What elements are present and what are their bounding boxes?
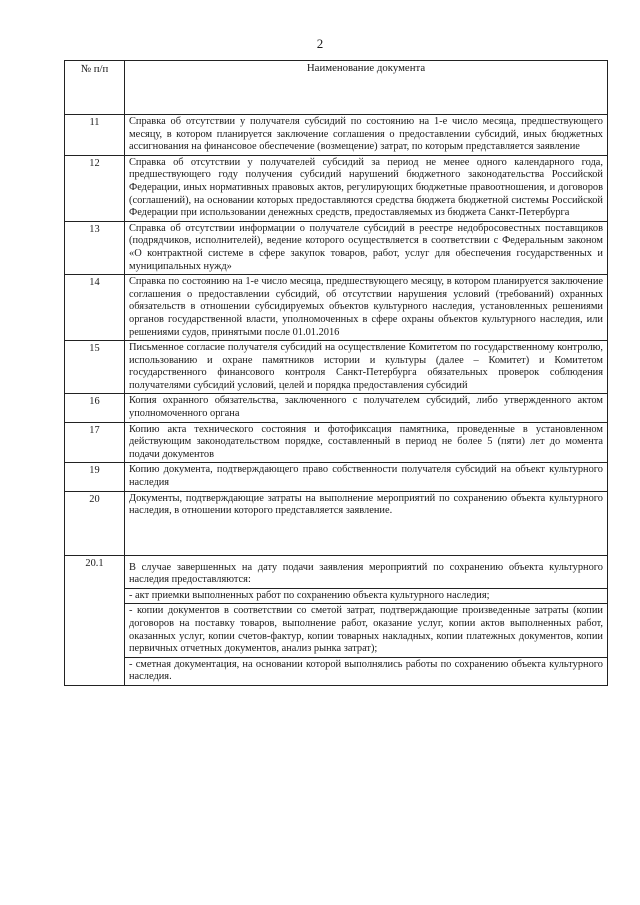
table-row [65,341,608,394]
table-row [65,115,608,156]
row-num: 20.1 [65,555,125,685]
row-text: Копию акта технического состояния и фотофиксация памятника, проведенные в установленном действующим законодательством порядке, составленный в период не более 5 (пяти) лет до момента подачи документов [125,422,608,463]
sub-item-text: - сметная документация, на основании которой выполнялись работы по сохранению объекта культурного наследия. [125,657,608,685]
table-row [65,491,608,555]
table-row [65,463,608,491]
sub-item-text: - акт приемки выполненных работ по сохранению объекта культурного наследия; [125,588,608,604]
row-num: 14 [65,275,125,341]
row-num: 20 [65,491,125,555]
sub-item-row [65,588,608,604]
row-num: 17 [65,422,125,463]
table-row [65,275,608,341]
row-text: Справка об отсутствии информации о получателе субсидий в реестре недобросовестных поставщиков (подрядчиков, исполнителей), ведение которого осуществляется в соответствии с Федеральным законом «О контрактной системе в сфере закупок товаров, работ, услуг для обеспечения государственных и муниципальных нужд» [125,221,608,274]
sub-item-text: - копии документов в соответствии со сметой затрат, подтверждающие произведенные затраты (копии договоров на поставку товаров, выполнение работ, оказание услуг, копии актов выполненных работ, оказанных услуг, копии счетов-фактур, копии товарных накладных, копии платежных документов, копии первичных отчетных документов, анализ рынка затрат); [125,604,608,657]
row-text: Справка об отсутствии у получателя субсидий по состоянию на 1-е число месяца, предшествующего месяцу, в котором планируется заключение соглашения о предоставлении субсидий, иных бюджетных ассигнования на финансовое обеспечение (возмещение) затрат, по которым представляется заявление [125,115,608,156]
row-num: 13 [65,221,125,274]
documents-table [64,60,608,686]
sub-item-row [65,657,608,685]
row-text: Справка по состоянию на 1-е число месяца, предшествующего месяцу, в котором планируется заключение соглашения о предоставлении субсидий, об отсутствии нарушения условий (требований) охранных обязательств в отношении субсидируемых объектов культурного наследия, установленных решениями органов государственной власти, уполномоченных в сфере охраны объектов культурного наследия, или решениями судов, принятыми после 01.01.2016 [125,275,608,341]
row-num: 16 [65,394,125,422]
row-num: 12 [65,155,125,221]
table-row [65,422,608,463]
table-row [65,221,608,274]
row-text: Документы, подтверждающие затраты на выполнение мероприятий по сохранению объекта культурного наследия, в отношении которого представляется заявление. [125,491,608,555]
header-name: Наименование документа [125,61,608,115]
row-text: Письменное согласие получателя субсидий на осуществление Комитетом по государственному контролю, использованию и охране памятников истории и культуры (далее – Комитет) и Комитетом государственного финансового контроля Санкт-Петербурга обязательных проверок соблюдения получателями субсидий условий, целей и порядка предоставления субсидий [125,341,608,394]
row-text: Справка об отсутствии у получателей субсидий за период не менее одного календарного года, предшествующего году получения субсидий нарушений бюджетного законодательства Российской Федерации, иных нормативных правовых актов, регулирующих бюджетные правоотношения, и договоров (соглашений), на основании которых предоставляются средства бюджета бюджетной системы Российской Федерации при использовании денежных средств, предоставляемых из бюджета Санкт-Петербурга [125,155,608,221]
table-row [65,394,608,422]
row-intro-text: В случае завершенных на дату подачи заявления мероприятий по сохранению объекта культурного наследия предоставляются: [125,555,608,588]
page-number: 2 [316,36,324,51]
table-row-20-1 [65,555,608,588]
table-header-row [65,61,608,115]
row-text: Копию документа, подтверждающего право собственности получателя субсидий на объект культурного наследия [125,463,608,491]
row-num: 15 [65,341,125,394]
table-row [65,155,608,221]
sub-item-row [65,604,608,657]
header-num: № п/п [65,61,125,115]
row-num: 19 [65,463,125,491]
row-text: Копия охранного обязательства, заключенного с получателем субсидий, либо утвержденного актом уполномоченного органа [125,394,608,422]
row-num: 11 [65,115,125,156]
